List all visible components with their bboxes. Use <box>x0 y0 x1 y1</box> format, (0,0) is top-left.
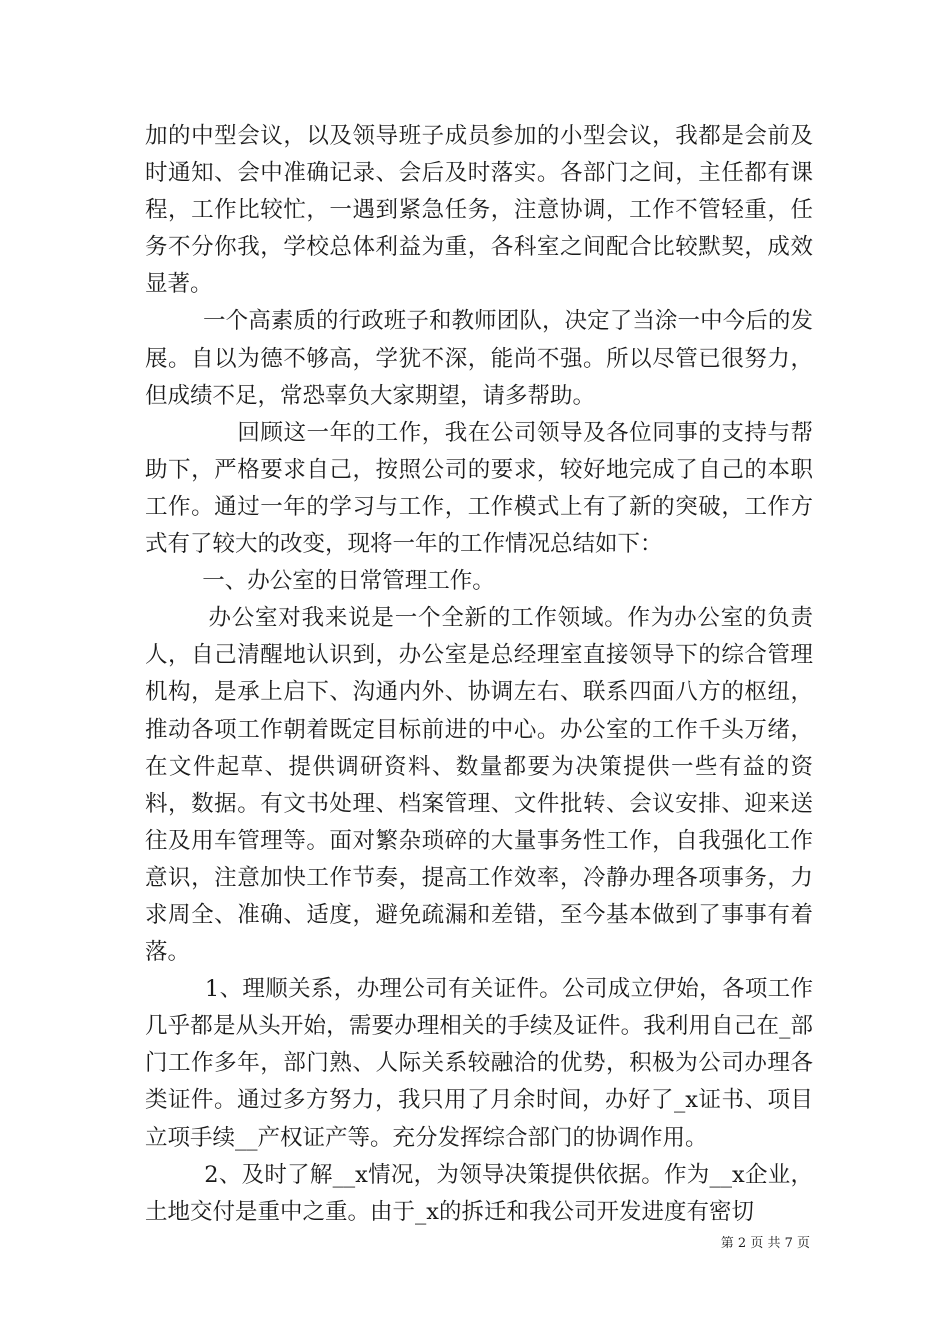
paragraph-land-delivery: 2、及时了解__x情况，为领导决策提供依据。作为__x企业，土地交付是重中之重。由于_x的拆迁和我公司开发进度有密切 <box>145 1161 813 1225</box>
paragraph-year-review: 回顾这一年的工作，我在公司领导及各位同事的支持与帮助下，严格要求自己，按照公司的要求，较好地完成了自己的本职工作。通过一年的学习与工作，工作模式上有了新的突破，工作方式有了较大的改变，现将一年的工作情况总结如下： <box>145 419 813 558</box>
paragraph-office-work: 办公室对我来说是一个全新的工作领域。作为办公室的负责人，自己清醒地认识到，办公室是总经理室直接领导下的综合管理机构，是承上启下、沟通内外、协调左右、联系四面八方的枢纽，推动各项工作朝着既定目标前进的中心。办公室的工作千头万绪，在文件起草、提供调研资料、数量都要为决策提供一些有益的资料，数据。有文书处理、档案管理、文件批转、会议安排、迎来送往及用车管理等。面对繁杂琐碎的大量事务性工作，自我强化工作意识，注意加快工作节奏，提高工作效率，冷静办理各项事务，力求周全、准确、适度，避免疏漏和差错，至今基本做到了事事有着落。 <box>145 605 813 966</box>
paragraph-meeting-duties: 加的中型会议，以及领导班子成员参加的小型会议，我都是会前及时通知、会中准确记录、会后及时落实。各部门之间，主任都有课程，工作比较忙，一遇到紧急任务，注意协调，工作不管轻重，任务不分你我，学校总体利益为重，各科室之间配合比较默契，成效显著。 <box>145 123 813 298</box>
document-body <box>145 118 813 1231</box>
paragraph-team-development: 一个高素质的行政班子和教师团队，决定了当涂一中今后的发展。自以为德不够高，学犹不深，能尚不强。所以尽管已很努力，但成绩不足，常恐辜负大家期望，请多帮助。 <box>145 308 813 409</box>
heading-office-management: 一、办公室的日常管理工作。 <box>145 568 495 595</box>
paragraph-certificates: 1、理顺关系，办理公司有关证件。公司成立伊始，各项工作几乎都是从头开始，需要办理相关的手续及证件。我利用自己在_部门工作多年，部门熟、人际关系较融洽的优势，积极为公司办理各类证件。通过多方努力，我只用了月余时间，办好了_x证书、项目立项手续__产权证产等。充分发挥综合部门的协调作用。 <box>145 976 813 1151</box>
page-number: 第 2 页 共 7 页 <box>720 1236 810 1251</box>
